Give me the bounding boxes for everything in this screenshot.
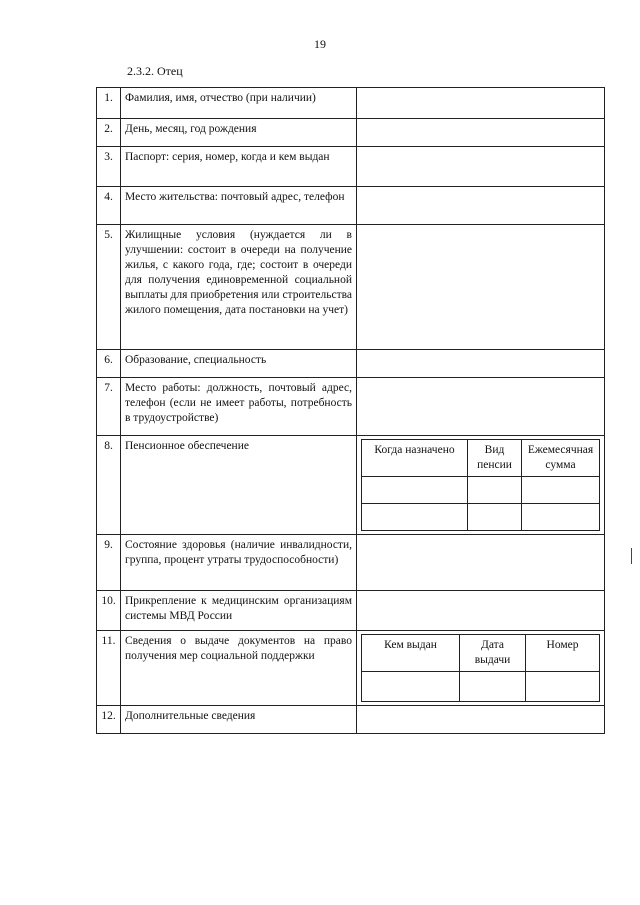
- table-row: [97, 187, 605, 225]
- row-number: 12.: [97, 705, 121, 733]
- value-cell[interactable]: [357, 225, 605, 350]
- pension-cell[interactable]: [522, 503, 600, 530]
- row-label: Фамилия, имя, отчество (при наличии): [121, 88, 357, 119]
- pension-subtable-cell: [357, 436, 605, 535]
- row-number: 8.: [97, 436, 121, 535]
- row-label: Сведения о выдаче документов на право получения мер социальной поддержки: [121, 630, 357, 705]
- row-number: 3.: [97, 147, 121, 187]
- value-cell[interactable]: [357, 378, 605, 436]
- column-header: Дата выдачи: [460, 634, 526, 671]
- value-cell[interactable]: [357, 705, 605, 733]
- table-row: [97, 630, 605, 705]
- table-row: [97, 350, 605, 378]
- margin-mark: [631, 548, 632, 564]
- row-number: 9.: [97, 534, 121, 590]
- value-cell[interactable]: [357, 590, 605, 630]
- table-row: [97, 534, 605, 590]
- table-row: [97, 147, 605, 187]
- value-cell[interactable]: [357, 147, 605, 187]
- column-header: Вид пенсии: [468, 440, 522, 477]
- documents-subtable: [361, 634, 600, 702]
- row-label: Жилищные условия (нуждается ли в улучшении: состоит в очереди на получение жилья, с какого года, где; состоит в очереди для получения единовременной социальной выплаты для приобретения или строительства жилого помещения, дата постановки на учет): [121, 225, 357, 350]
- table-row: [97, 436, 605, 535]
- section-title: 2.3.2. Отец: [127, 64, 183, 78]
- pension-cell[interactable]: [468, 476, 522, 503]
- column-header: Номер: [526, 634, 600, 671]
- pension-cell[interactable]: [362, 476, 468, 503]
- column-header: Когда назначено: [362, 440, 468, 477]
- document-cell[interactable]: [526, 671, 600, 701]
- table-row: [97, 225, 605, 350]
- row-number: 10.: [97, 590, 121, 630]
- pension-cell[interactable]: [468, 503, 522, 530]
- pension-subtable: [361, 439, 600, 531]
- pension-cell[interactable]: [522, 476, 600, 503]
- document-cell[interactable]: [460, 671, 526, 701]
- row-number: 6.: [97, 350, 121, 378]
- row-number: 4.: [97, 187, 121, 225]
- row-label: Образование, специальность: [121, 350, 357, 378]
- row-label: Пенсионное обеспечение: [121, 436, 357, 535]
- value-cell[interactable]: [357, 534, 605, 590]
- documents-subtable-cell: [357, 630, 605, 705]
- column-header: Кем выдан: [362, 634, 460, 671]
- row-label: Место жительства: почтовый адрес, телефон: [121, 187, 357, 225]
- row-label: Прикрепление к медицинским организациям системы МВД России: [121, 590, 357, 630]
- value-cell[interactable]: [357, 119, 605, 147]
- row-number: 1.: [97, 88, 121, 119]
- column-header: Ежемесячная сумма: [522, 440, 600, 477]
- pension-cell[interactable]: [362, 503, 468, 530]
- value-cell[interactable]: [357, 88, 605, 119]
- row-label: Состояние здоровья (наличие инвалидности, группа, процент утраты трудоспособности): [121, 534, 357, 590]
- table-row: [97, 119, 605, 147]
- page-number: 19: [314, 37, 326, 51]
- row-label: День, месяц, год рождения: [121, 119, 357, 147]
- father-info-table: [96, 87, 605, 734]
- table-row: [97, 705, 605, 733]
- document-cell[interactable]: [362, 671, 460, 701]
- row-label: Место работы: должность, почтовый адрес, телефон (если не имеет работы, потребность в трудоустройстве): [121, 378, 357, 436]
- value-cell[interactable]: [357, 187, 605, 225]
- table-row: [97, 590, 605, 630]
- table-row: [97, 88, 605, 119]
- table-row: [97, 378, 605, 436]
- row-number: 2.: [97, 119, 121, 147]
- row-label: Паспорт: серия, номер, когда и кем выдан: [121, 147, 357, 187]
- row-number: 7.: [97, 378, 121, 436]
- row-label: Дополнительные сведения: [121, 705, 357, 733]
- row-number: 11.: [97, 630, 121, 705]
- value-cell[interactable]: [357, 350, 605, 378]
- row-number: 5.: [97, 225, 121, 350]
